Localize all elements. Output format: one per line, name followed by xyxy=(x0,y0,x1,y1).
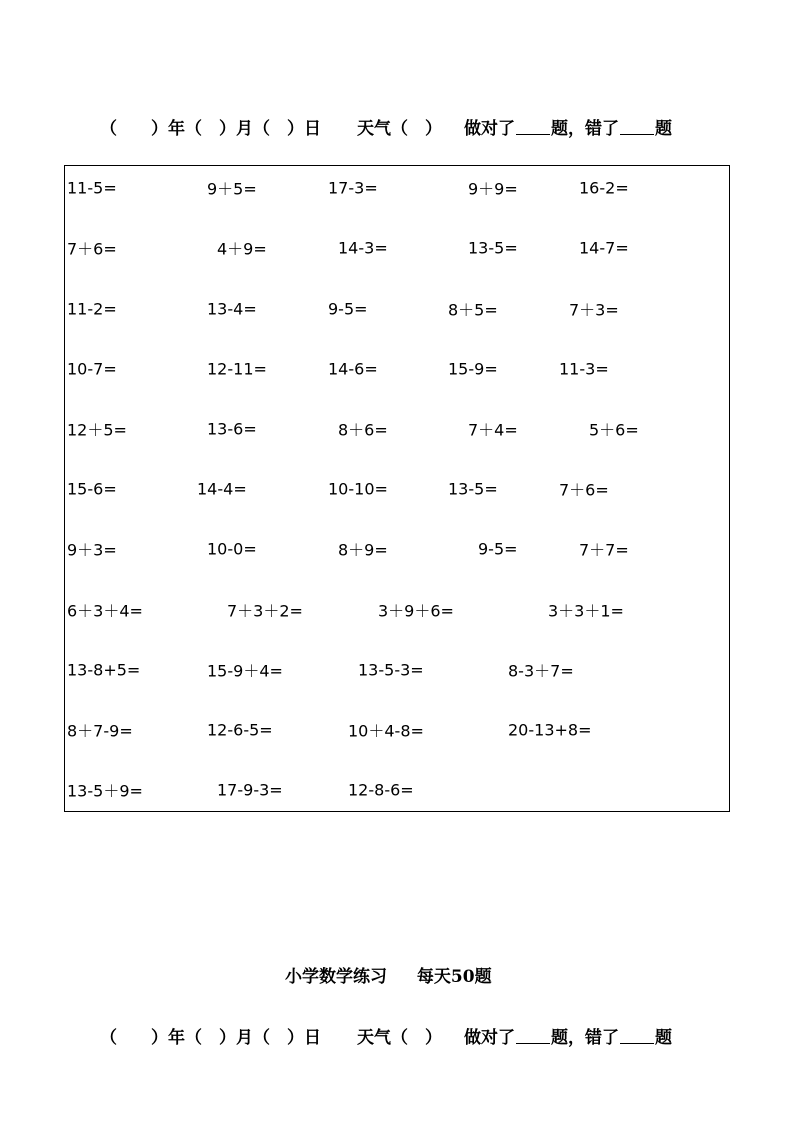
problem: 9＋5= xyxy=(207,179,257,199)
correct-count-label: 做对了 xyxy=(464,118,515,139)
problem: 7＋6= xyxy=(559,480,609,500)
problem: 11-2= xyxy=(67,299,117,319)
worksheet-title xyxy=(285,962,492,987)
problem: 15-9= xyxy=(448,359,498,379)
year-blank: （ ） xyxy=(100,118,168,139)
month-label: 月 xyxy=(236,118,253,139)
worksheet-header-bottom xyxy=(100,1023,672,1047)
problem: 11-3= xyxy=(559,359,609,379)
year-blank: （ ） xyxy=(100,1027,168,1048)
title-daily: 每天50题 xyxy=(416,967,492,987)
problem: 10-10= xyxy=(328,479,388,499)
problem: 7＋7= xyxy=(579,540,629,560)
problem: 10＋4-8= xyxy=(348,721,424,741)
problem: 14-6= xyxy=(328,359,378,379)
problem: 16-2= xyxy=(579,178,629,198)
title-name: 小学数学练习 xyxy=(285,967,387,987)
wrong-count-blank xyxy=(620,118,654,135)
correct-count-blank xyxy=(516,118,550,135)
problem: 7＋6= xyxy=(67,239,117,259)
problem-box xyxy=(64,165,730,812)
problem: 12-11= xyxy=(207,359,267,379)
correct-count-blank xyxy=(516,1027,550,1044)
problem: 15-6= xyxy=(67,479,117,499)
day-blank: （ ） xyxy=(253,1027,304,1048)
problem: 3＋3＋1= xyxy=(548,601,624,621)
problem: 12-6-5= xyxy=(207,720,273,740)
year-label: 年 xyxy=(168,1027,185,1048)
month-blank: （ ） xyxy=(185,118,236,139)
wrong-count-label: 题，错了 xyxy=(551,118,619,139)
problem: 8＋5= xyxy=(448,300,498,320)
problem: 8-3＋7= xyxy=(508,661,574,681)
problem: 5＋6= xyxy=(589,420,639,440)
problem: 7＋3= xyxy=(569,300,619,320)
problem: 17-3= xyxy=(328,178,378,198)
weather-label: 天气（ ） xyxy=(357,118,442,139)
problem: 3＋9＋6= xyxy=(378,601,454,621)
problem: 13-5= xyxy=(448,479,498,499)
problem: 13-5-3= xyxy=(358,660,424,680)
problem: 13-5＋9= xyxy=(67,781,143,801)
problem: 13-5= xyxy=(468,238,518,258)
wrong-count-blank xyxy=(620,1027,654,1044)
problem: 13-8+5= xyxy=(67,660,141,680)
problem: 14-7= xyxy=(579,238,629,258)
day-blank: （ ） xyxy=(253,118,304,139)
problem: 8＋6= xyxy=(338,420,388,440)
problem: 7＋3＋2= xyxy=(227,601,303,621)
problem: 8＋7-9= xyxy=(67,721,133,741)
day-label: 日 xyxy=(304,1027,321,1048)
year-label: 年 xyxy=(168,118,185,139)
problem: 12＋5= xyxy=(67,420,127,440)
problem: 10-7= xyxy=(67,359,117,379)
problem: 9＋9= xyxy=(468,179,518,199)
problem: 17-9-3= xyxy=(217,780,283,800)
problem: 13-6= xyxy=(207,419,257,439)
problem: 7＋4= xyxy=(468,420,518,440)
problem: 8＋9= xyxy=(338,540,388,560)
day-label: 日 xyxy=(304,118,321,139)
problem: 12-8-6= xyxy=(348,780,414,800)
month-label: 月 xyxy=(236,1027,253,1048)
month-blank: （ ） xyxy=(185,1027,236,1048)
problem: 9-5= xyxy=(478,539,518,559)
wrong-count-suffix: 题 xyxy=(655,118,672,139)
problem: 14-3= xyxy=(338,238,388,258)
problem: 13-4= xyxy=(207,299,257,319)
correct-count-label: 做对了 xyxy=(464,1027,515,1048)
problem: 20-13+8= xyxy=(508,720,592,740)
problem: 6＋3＋4= xyxy=(67,601,143,621)
wrong-count-suffix: 题 xyxy=(655,1027,672,1048)
problem: 9＋3= xyxy=(67,540,117,560)
weather-label: 天气（ ） xyxy=(357,1027,442,1048)
problem: 4＋9= xyxy=(217,239,267,259)
problem: 10-0= xyxy=(207,539,257,559)
wrong-count-label: 题，错了 xyxy=(551,1027,619,1048)
problem: 15-9＋4= xyxy=(207,661,283,681)
worksheet-header-top xyxy=(100,114,672,138)
problem: 11-5= xyxy=(67,178,117,198)
problem: 14-4= xyxy=(197,479,247,499)
problem: 9-5= xyxy=(328,299,368,319)
